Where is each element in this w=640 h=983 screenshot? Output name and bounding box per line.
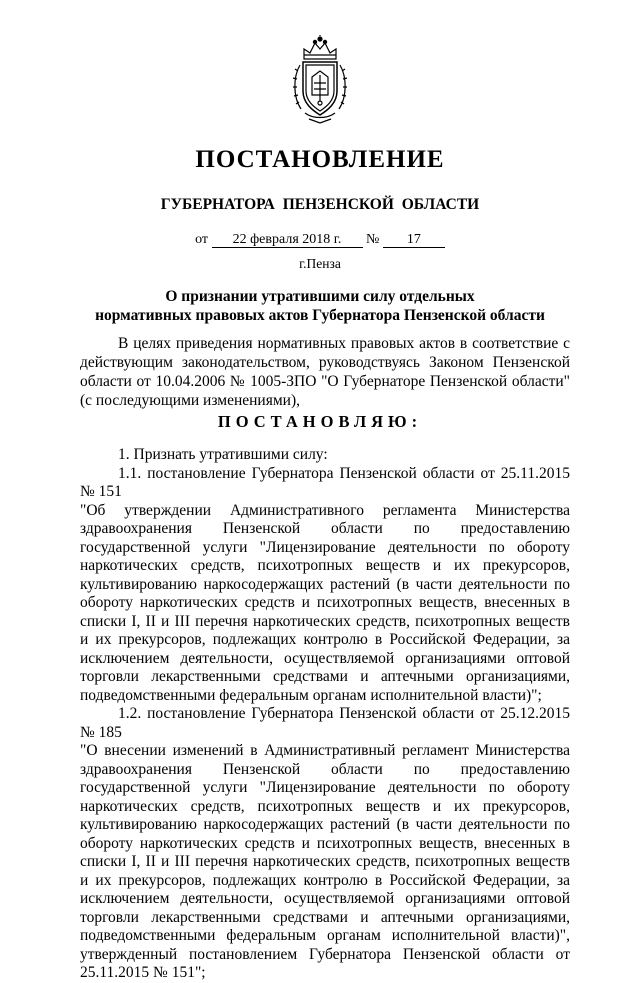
resolution-body xyxy=(80,446,570,983)
item-1-1-heading: 1.1. постановление Губернатора Пензенской области от 25.11.2015 № 151 xyxy=(80,464,570,500)
preamble xyxy=(80,334,570,410)
city: г.Пенза xyxy=(299,256,341,271)
coat-of-arms-icon xyxy=(291,35,349,125)
date-prefix: от xyxy=(195,232,209,247)
item-1: 1. Признать утратившими силу: xyxy=(118,446,328,463)
resolve-heading: ПОСТАНОВЛЯЮ: xyxy=(217,412,423,431)
date-number-line xyxy=(0,232,640,248)
document-title xyxy=(80,287,560,325)
item-1-2-heading: 1.2. постановление Губернатора Пензенской области от 25.12.2015 № 185 xyxy=(80,705,570,741)
item-1-2-text: "О внесении изменений в Административный регламент Министерства здравоохранения Пензенской области по предоставлению государственной услуги "Лицензирование деятельности по обороту наркотических средств, психотропных веществ и их прекурсоров, культивированию наркосодержащих растений (в части деятельности по обороту наркотических средств и психотропных веществ, внесенных в списки I, II и III перечня наркотических средств, психотропных веществ и их прекурсоров, подлежащих контролю в Российской Федерации, за исключением деятельности, осуществляемой организациями оптовой торговли лекарственными средствами и аптечными организациями, подведомственными федеральным органам исполнительной власти)", утвержденный постановлением Губернатора Пензенской области от 25.11.2015 № 151"; xyxy=(80,742,570,981)
issuing-authority: ГУБЕРНАТОРА ПЕНЗЕНСКОЙ ОБЛАСТИ xyxy=(160,196,480,213)
document-number: 17 xyxy=(383,232,445,248)
title-line-1: О признании утратившими силу отдельных xyxy=(165,288,475,305)
preamble-text: В целях приведения нормативных правовых актов в соответствие с действующим законодательством, руководствуясь Законом Пензенской области от 10.04.2006 № 1005-ЗПО "О Губернаторе Пензенской области" (с последующими изменениями), xyxy=(80,335,570,409)
title-line-2: нормативных правовых актов Губернатора Пензенской области xyxy=(95,307,545,324)
document-date: 22 февраля 2018 г. xyxy=(212,232,363,248)
number-sign: № xyxy=(366,232,380,247)
item-1-1-text: "Об утверждении Административного регламента Министерства здравоохранения Пензенской области по предоставлению государственной услуги "Лицензирование деятельности по обороту наркотических средств, психотропных веществ и их прекурсоров, культивированию наркосодержащих растений (в части деятельности по обороту наркотических средств и психотропных веществ, внесенных в списки I, II и III перечня наркотических средств, психотропных веществ и их прекурсоров, подлежащих контролю в Российской Федерации, за исключением деятельности, осуществляемой организациями оптовой торговли лекарственными средствами и аптечными организациями, подведомственными федеральным органам исполнительной власти)"; xyxy=(80,501,570,704)
document-type-heading: ПОСТАНОВЛЕНИЕ xyxy=(195,146,445,173)
